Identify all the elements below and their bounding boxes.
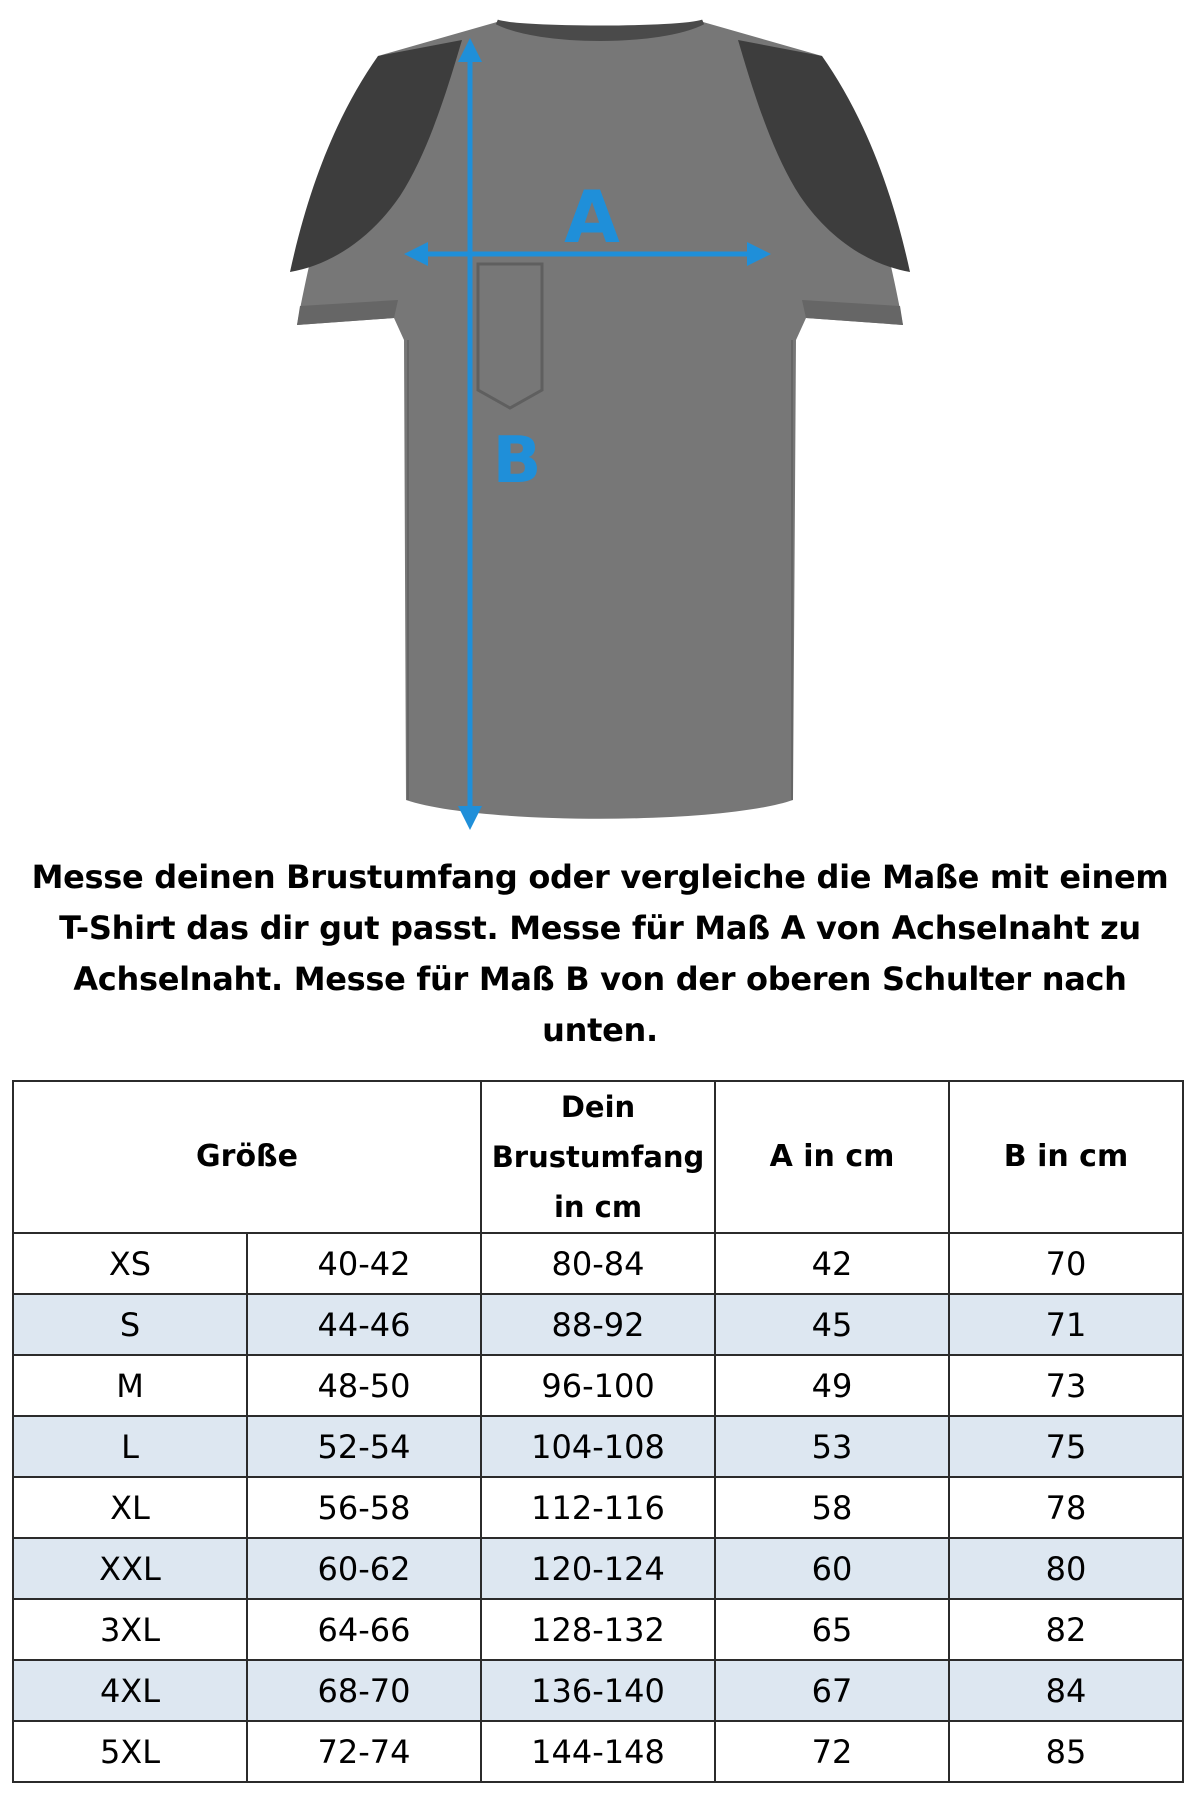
cell-size-number: 60-62 <box>247 1538 481 1599</box>
header-chest-line: Dein <box>560 1090 636 1124</box>
cell-a: 49 <box>715 1355 949 1416</box>
cell-size-number: 48-50 <box>247 1355 481 1416</box>
table-row <box>13 1294 1183 1355</box>
cell-size-label: XXL <box>13 1538 247 1599</box>
instructions-line: Achselnaht. Messe für Maß B von der oberen Schulter nach <box>73 960 1127 998</box>
header-chest <box>481 1081 715 1233</box>
cell-chest: 88-92 <box>481 1294 715 1355</box>
table-row <box>13 1477 1183 1538</box>
cell-size-number: 44-46 <box>247 1294 481 1355</box>
table-header-row <box>13 1081 1183 1233</box>
cell-chest: 112-116 <box>481 1477 715 1538</box>
cell-size-label: S <box>13 1294 247 1355</box>
cell-b: 82 <box>949 1599 1183 1660</box>
table-row <box>13 1416 1183 1477</box>
cell-b: 70 <box>949 1233 1183 1294</box>
table-row <box>13 1721 1183 1782</box>
cell-size-label: L <box>13 1416 247 1477</box>
cell-size-label: 4XL <box>13 1660 247 1721</box>
table-row <box>13 1538 1183 1599</box>
table-row <box>13 1355 1183 1416</box>
tshirt-illustration <box>0 0 1200 840</box>
header-chest-line: Brustumfang <box>491 1140 705 1174</box>
cell-a: 72 <box>715 1721 949 1782</box>
cell-size-label: 3XL <box>13 1599 247 1660</box>
measure-label-b: B <box>492 424 542 498</box>
header-a: A in cm <box>715 1081 949 1233</box>
cell-size-label: M <box>13 1355 247 1416</box>
instructions-line: T-Shirt das dir gut passt. Messe für Maß A von Achselnaht zu <box>59 909 1141 947</box>
instructions-line: Messe deinen Brustumfang oder vergleiche die Maße mit einem <box>31 858 1169 896</box>
cell-chest: 128-132 <box>481 1599 715 1660</box>
cell-a: 58 <box>715 1477 949 1538</box>
cell-b: 73 <box>949 1355 1183 1416</box>
cell-size-number: 52-54 <box>247 1416 481 1477</box>
cell-a: 65 <box>715 1599 949 1660</box>
cell-a: 42 <box>715 1233 949 1294</box>
cell-chest: 136-140 <box>481 1660 715 1721</box>
cell-a: 53 <box>715 1416 949 1477</box>
cell-size-number: 72-74 <box>247 1721 481 1782</box>
cell-size-label: XL <box>13 1477 247 1538</box>
size-chart-table <box>12 1080 1184 1783</box>
cell-b: 78 <box>949 1477 1183 1538</box>
cell-chest: 104-108 <box>481 1416 715 1477</box>
header-size: Größe <box>13 1081 481 1233</box>
cell-b: 71 <box>949 1294 1183 1355</box>
cell-b: 85 <box>949 1721 1183 1782</box>
table-row <box>13 1599 1183 1660</box>
cell-size-number: 56-58 <box>247 1477 481 1538</box>
cell-b: 75 <box>949 1416 1183 1477</box>
table-row <box>13 1233 1183 1294</box>
header-b: B in cm <box>949 1081 1183 1233</box>
cell-chest: 80-84 <box>481 1233 715 1294</box>
table-row <box>13 1660 1183 1721</box>
cell-a: 60 <box>715 1538 949 1599</box>
cell-size-number: 64-66 <box>247 1599 481 1660</box>
cell-chest: 96-100 <box>481 1355 715 1416</box>
header-chest-line: in cm <box>553 1190 643 1224</box>
cell-a: 67 <box>715 1660 949 1721</box>
instructions-line: unten. <box>542 1011 658 1049</box>
cell-size-label: XS <box>13 1233 247 1294</box>
measure-label-a: A <box>564 175 620 259</box>
cell-chest: 120-124 <box>481 1538 715 1599</box>
cell-b: 84 <box>949 1660 1183 1721</box>
cell-size-number: 68-70 <box>247 1660 481 1721</box>
cell-size-label: 5XL <box>13 1721 247 1782</box>
measurement-instructions <box>30 852 1170 1056</box>
cell-a: 45 <box>715 1294 949 1355</box>
cell-b: 80 <box>949 1538 1183 1599</box>
cell-size-number: 40-42 <box>247 1233 481 1294</box>
cell-chest: 144-148 <box>481 1721 715 1782</box>
